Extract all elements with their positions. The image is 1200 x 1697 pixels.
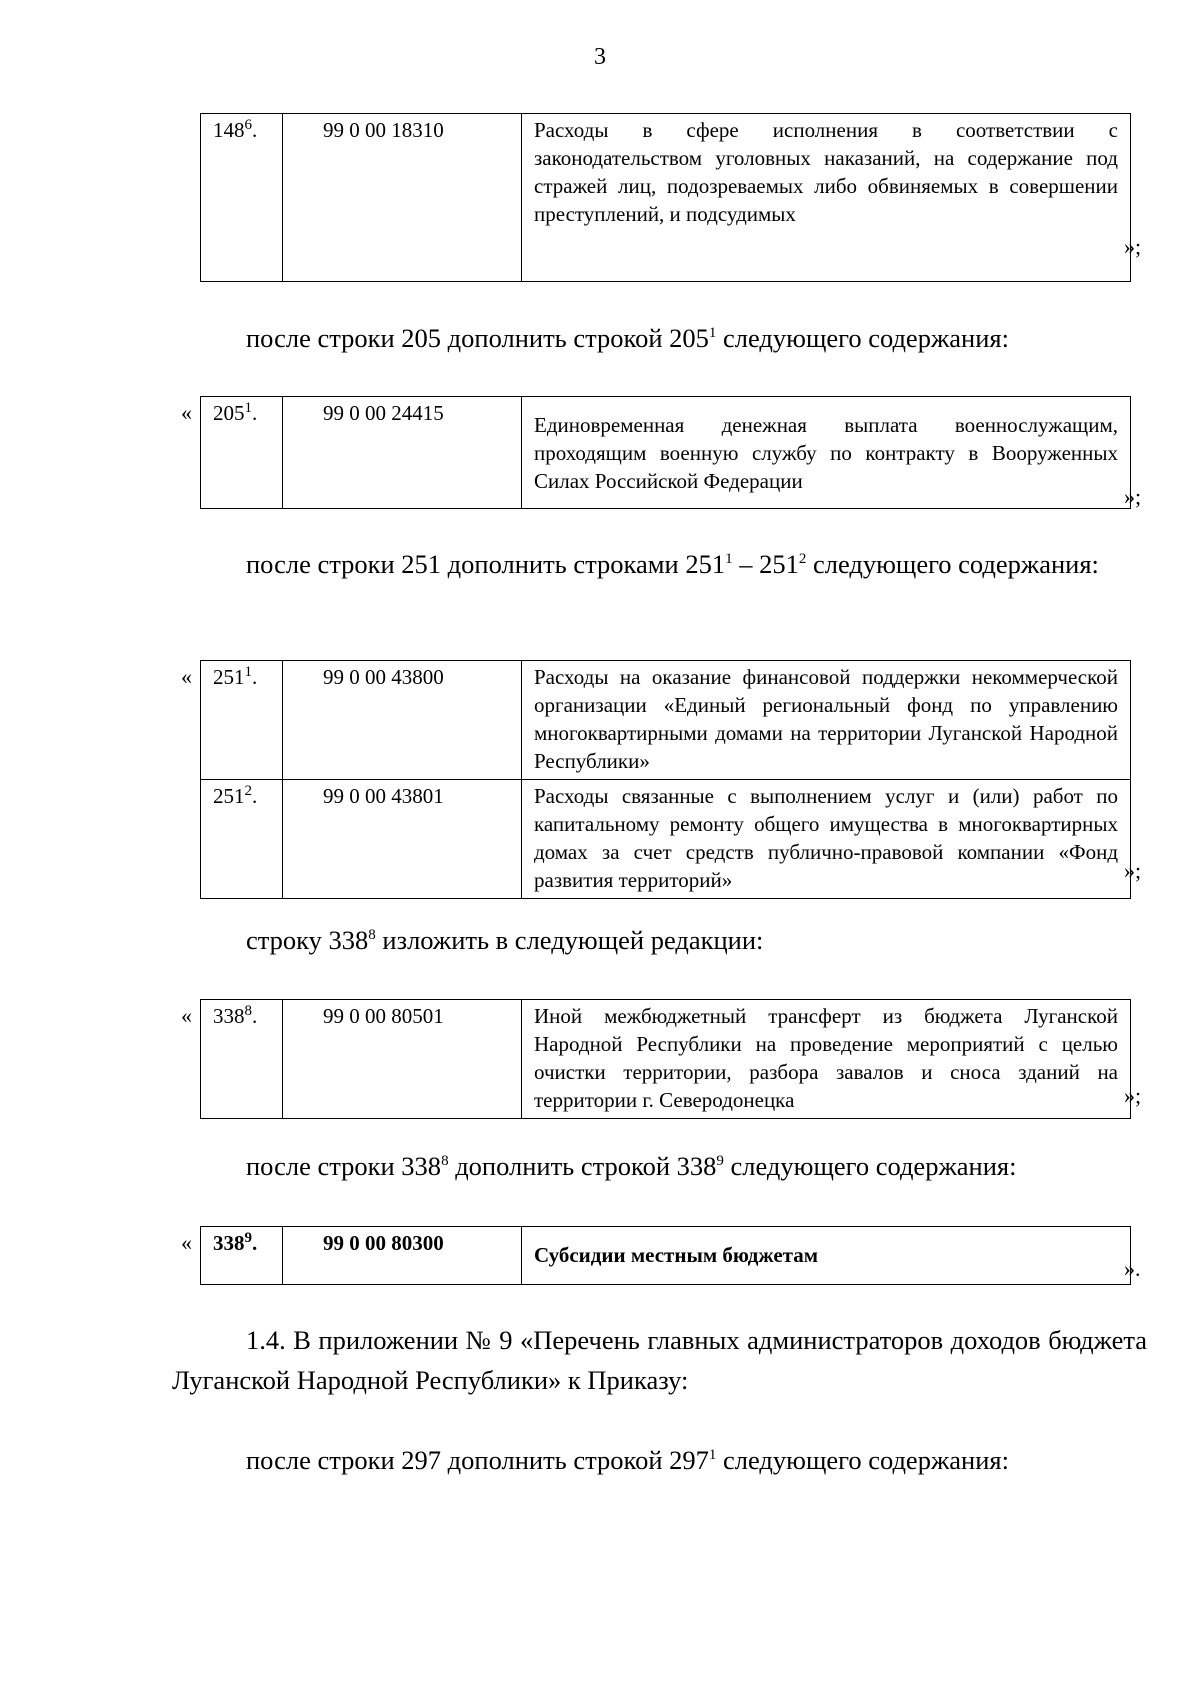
opening-quote: «: [181, 1230, 192, 1255]
instruction-paragraph: после строки 297 дополнить строкой $297^1$ следующего содержания:: [246, 1445, 1009, 1475]
expense-description: Расходы на оказание финансовой поддержки некоммерческой организации «Единый региональный фонд по управлению многоквартирными домами на территории Луганской Народной Республики»: [522, 661, 1131, 780]
section-paragraph: 1.4. В приложении № 9 «Перечень главных администраторов доходов бюджета Луганской Народной Республики» к Приказу:: [172, 1325, 1147, 1395]
instruction-paragraph: после строки $338^8$ дополнить строкой $338^9$ следующего содержания:: [246, 1151, 1017, 1181]
closing-quote: ».: [1124, 1256, 1141, 1281]
table-row: [201, 114, 1131, 282]
row-number: $251^1$.: [201, 661, 283, 780]
row-number: $251^2$.: [201, 780, 283, 899]
expense-description: Расходы в сфере исполнения в соответствии с законодательством уголовных наказаний, на содержание под стражей лиц, подозреваемых либо обвиняемых в совершении преступлений, и подсудимых: [522, 114, 1131, 282]
expense-description: Иной межбюджетный трансферт из бюджета Луганской Народной Республики на проведение мероприятий с целью очистки территории, разбора завалов и сноса зданий на территории г. Северодонецка: [522, 1000, 1131, 1119]
instruction-paragraph: после строки 251 дополнить строками $251^1 - 251^2$ следующего содержания:: [246, 549, 1099, 579]
budget-code: 99 0 00 80501: [283, 1000, 522, 1119]
row-number: $338^9$.: [201, 1227, 283, 1285]
closing-quote: »;: [1124, 234, 1142, 259]
opening-quote: «: [181, 664, 192, 689]
closing-quote: »;: [1124, 484, 1142, 509]
budget-code: 99 0 00 43801: [283, 780, 522, 899]
opening-quote: «: [181, 1003, 192, 1028]
row-number: $148^6$.: [201, 114, 283, 282]
budget-table-338-9: [200, 1226, 1131, 1285]
table-row: [201, 1227, 1131, 1285]
budget-table-338-8: [200, 999, 1131, 1119]
instruction-paragraph: после строки 205 дополнить строкой $205^1$ следующего содержания:: [246, 323, 1009, 353]
table-row: [201, 780, 1131, 899]
budget-code: 99 0 00 18310: [283, 114, 522, 282]
instruction-paragraph: строку $338^8$ изложить в следующей редакции:: [246, 925, 764, 955]
budget-code: 99 0 00 24415: [283, 397, 522, 509]
table-row: [201, 661, 1131, 780]
closing-quote: »;: [1124, 858, 1142, 883]
budget-code: 99 0 00 80300: [283, 1227, 522, 1285]
budget-table-251: [200, 660, 1131, 899]
page-number: 3: [594, 44, 606, 70]
row-number: $205^1$.: [201, 397, 283, 509]
opening-quote: «: [181, 400, 192, 425]
table-row: [201, 1000, 1131, 1119]
budget-table-148-6: [200, 113, 1131, 282]
expense-description: Субсидии местным бюджетам: [522, 1227, 1131, 1285]
budget-table-205-1: [200, 396, 1131, 509]
row-number: $338^8$.: [201, 1000, 283, 1119]
closing-quote: »;: [1124, 1083, 1142, 1108]
table-row: [201, 397, 1131, 509]
budget-code: 99 0 00 43800: [283, 661, 522, 780]
expense-description: Единовременная денежная выплата военнослужащим, проходящим военную службу по контракту в Вооруженных Силах Российской Федерации: [522, 397, 1131, 509]
expense-description: Расходы связанные с выполнением услуг и (или) работ по капитальному ремонту общего имущества в многоквартирных домах за счет средств публично-правовой компании «Фонд развития территорий»: [522, 780, 1131, 899]
